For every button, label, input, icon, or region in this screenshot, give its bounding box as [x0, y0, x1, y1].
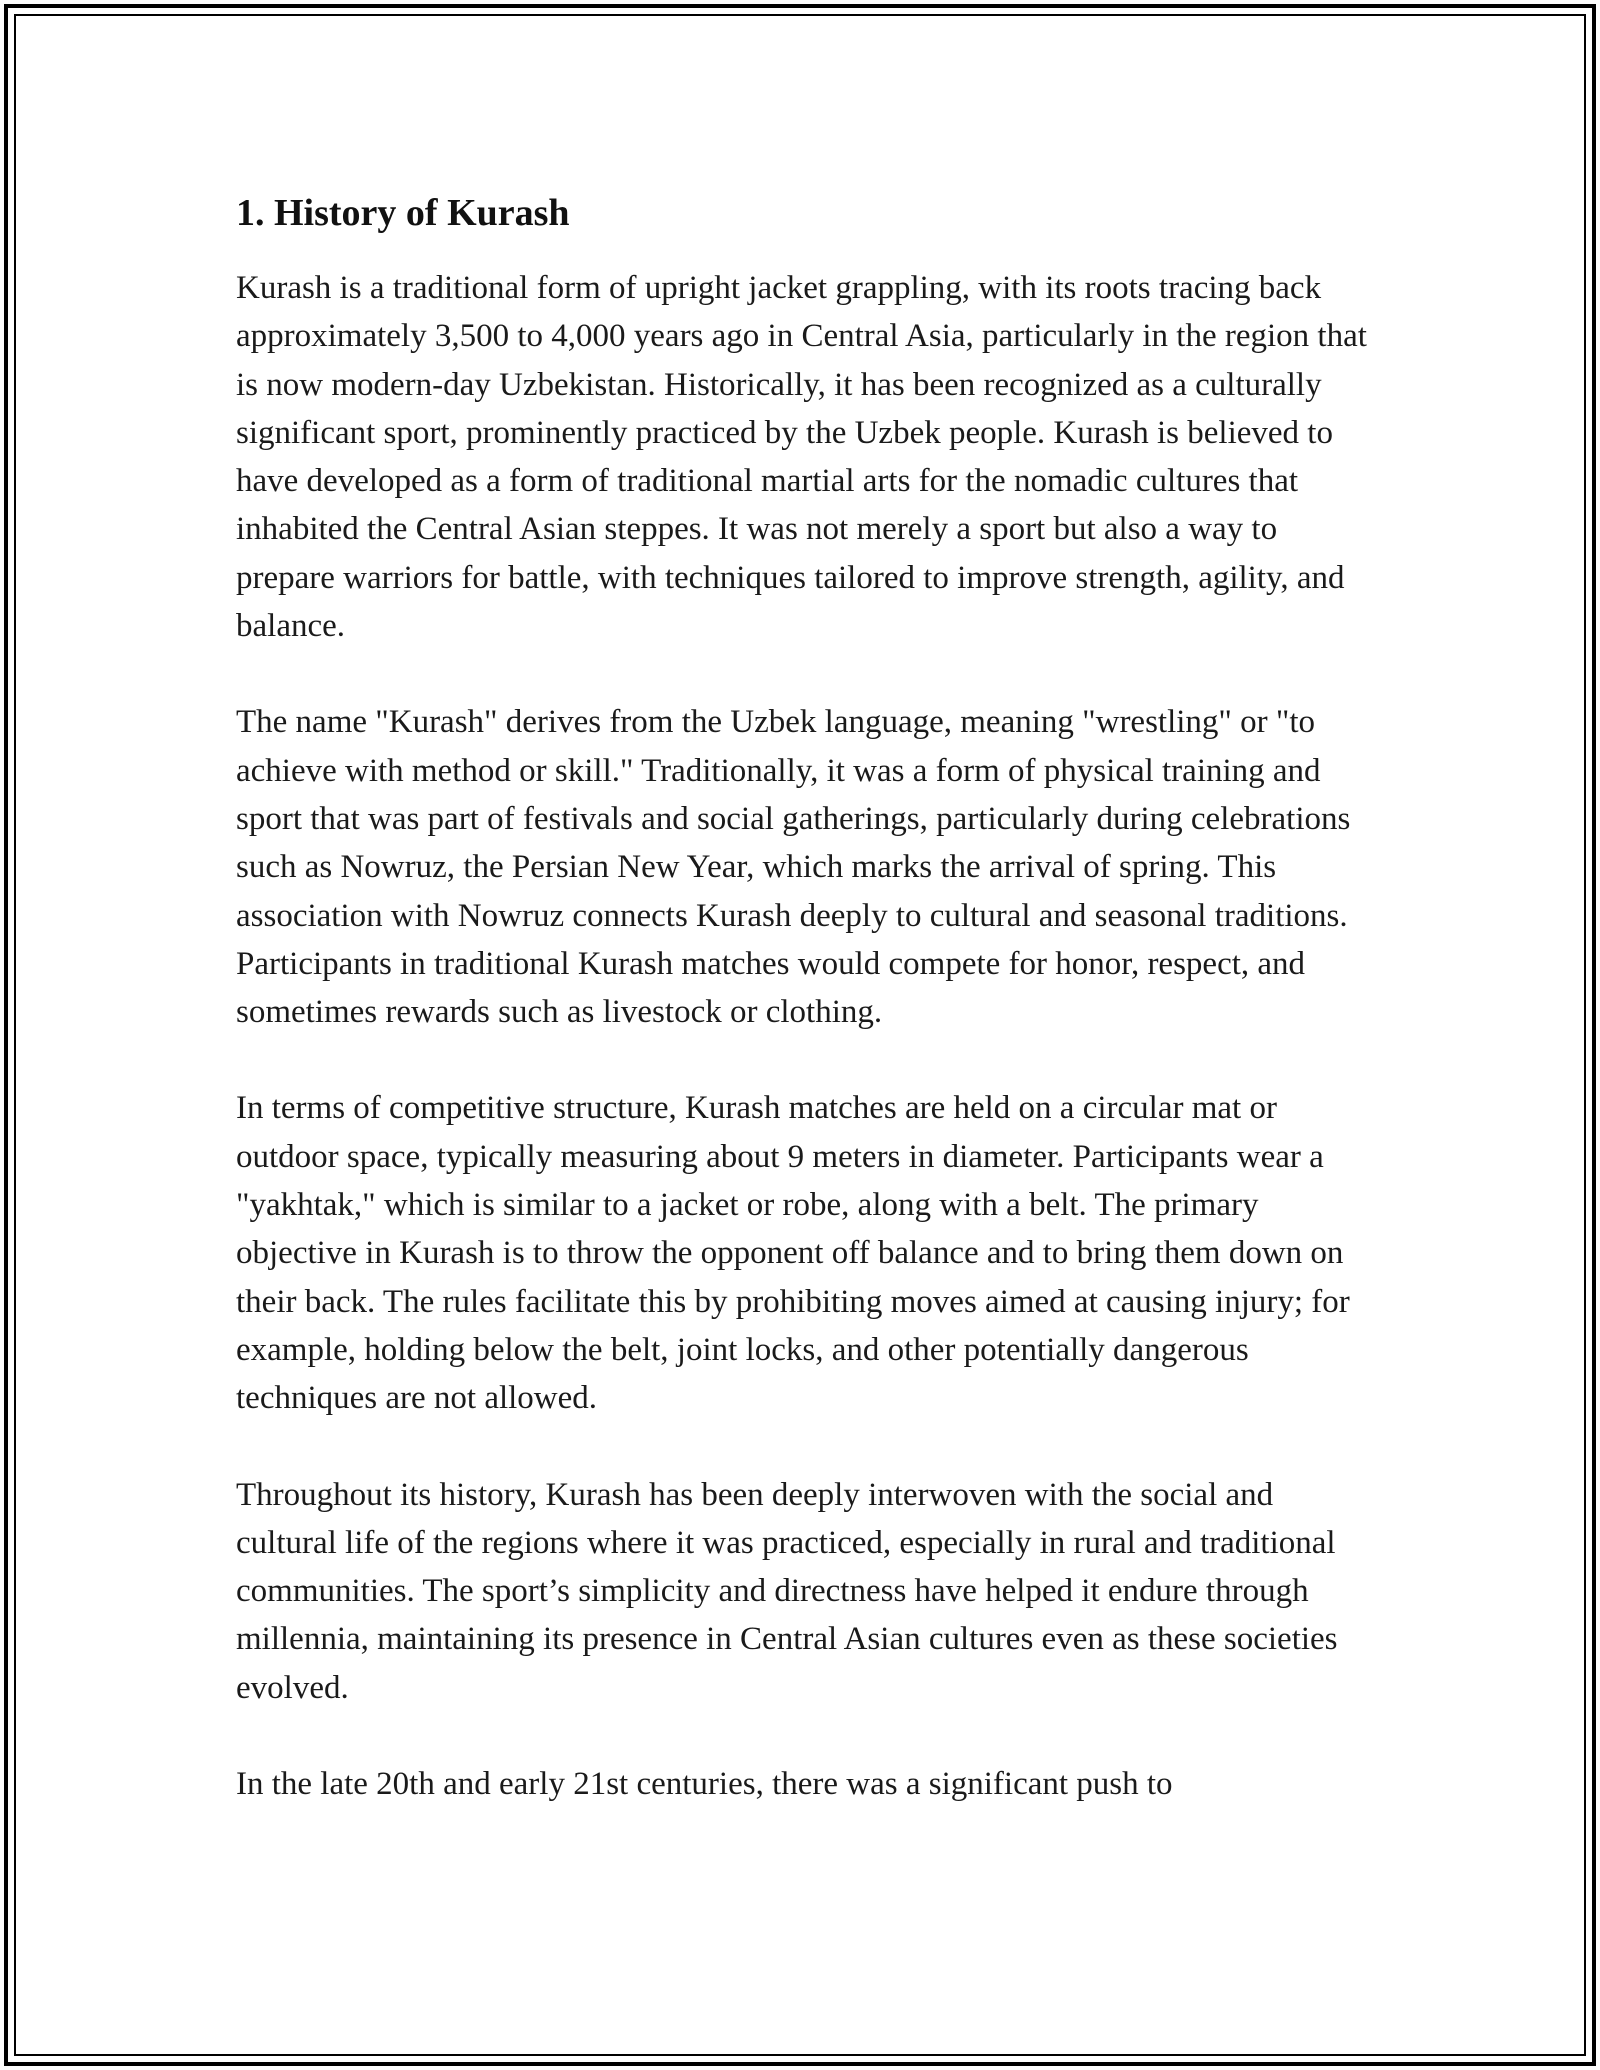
paragraph-competitive-structure: In terms of competitive structure, Kurash matches are held on a circular mat or outdoor space, typically measuring about 9 meters in diameter. Participants wear a "yakhtak," which is similar to a jacket or robe, along with a belt. The primary objective in Kurash is to throw the opponent off balance and to bring them down on their back. The rules facilitate this by prohibiting moves aimed at causing injury; for example, holding below the belt, joint locks, and other potentially dangerous techniques are not allowed. [236, 1090, 1350, 1417]
paragraph-name-meaning: The name "Kurash" derives from the Uzbek language, meaning "wrestling" or "to achieve with method or skill." Traditionally, it was a form of physical training and sport that was part of festivals and social gatherings, particularly during celebrations such as Nowruz, the Persian New Year, which marks the arrival of spring. This association with Nowruz connects Kurash deeply to cultural and seasonal traditions. Participants in traditional Kurash matches would compete for honor, respect, and sometimes rewards such as livestock or clothing. [236, 704, 1351, 1031]
paragraph-modern-era: In the late 20th and early 21st centuries, there was a significant push to [236, 1766, 1173, 1803]
document-body [236, 184, 1376, 1856]
paragraph-cultural-life: Throughout its history, Kurash has been deeply interwoven with the social and cultural life of the regions where it was practiced, especially in rural and traditional communities. The sport’s simplicity and directness have helped it endure through millennia, maintaining its presence in Central Asian cultures even as these societies evolved. [236, 1476, 1338, 1706]
paragraph-origins: Kurash is a traditional form of upright jacket grappling, with its roots tracing back approximately 3,500 to 4,000 years ago in Central Asia, particularly in the region that is now modern-day Uzbekistan. Historically, it has been recognized as a culturally significant sport, prominently practiced by the Uzbek people. Kurash is believed to have developed as a form of traditional martial arts for the nomadic cultures that inhabited the Central Asian steppes. It was not merely a sport but also a way to prepare warriors for battle, with techniques tailored to improve strength, agility, and balance. [236, 270, 1367, 645]
section-heading: 1. History of Kurash [236, 192, 570, 234]
